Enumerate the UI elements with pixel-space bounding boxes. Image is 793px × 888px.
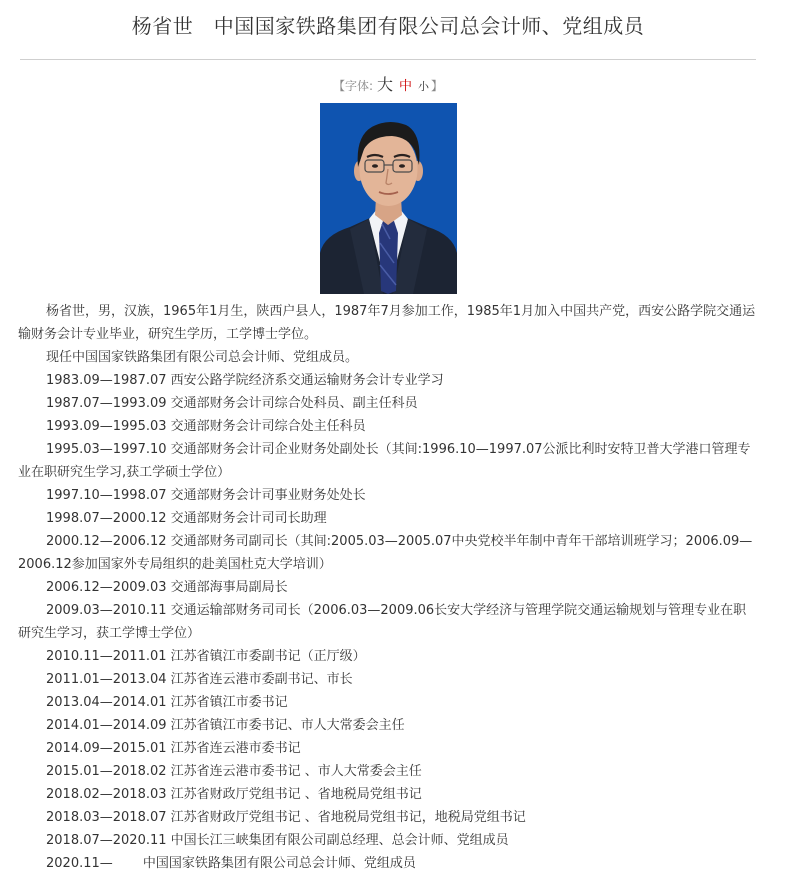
page-title: 杨省世 中国国家铁路集团有限公司总会计师、党组成员: [131, 14, 645, 38]
bio-intro: 杨省世，男，汉族，1965年1月生，陕西户县人，1987年7月参加工作，1985年1月加入中国共产党，西安公路学院交通运输财务会计专业毕业，研究生学历，工学博士学位。: [18, 304, 756, 342]
resume-item: 2018.07—2020.11 中国长江三峡集团有限公司副总经理、总会计师、党组成员: [46, 833, 509, 848]
resume-item: 1998.07—2000.12 交通部财务会计司司长助理: [46, 511, 327, 526]
resume-item: 2006.12—2009.03 交通部海事局副局长: [46, 580, 288, 595]
resume-item: 1983.09—1987.07 西安公路学院经济系交通运输财务会计专业学习: [46, 373, 444, 388]
font-size-switcher: [0, 72, 776, 95]
font-size-label: 【字体:: [332, 79, 373, 93]
resume-item: 2000.12—2006.12 交通部财务司副司长（其间:2005.03—2005.07中央党校半年制中青年干部培训班学习；2006.09—2006.12参加国家外专局组织的赴美国杜克大学培训）: [18, 534, 753, 572]
resume-item: 2014.01—2014.09 江苏省镇江市委书记、市人大常委会主任: [46, 718, 405, 733]
resume-item: 2009.03—2010.11 交通运输部财务司司长（2006.03—2009.06长安大学经济与管理学院交通运输规划与管理专业在职研究生学习，获工学博士学位）: [18, 603, 747, 641]
resume-item: 2015.01—2018.02 江苏省连云港市委书记 、市人大常委会主任: [46, 764, 422, 779]
resume-item: 2010.11—2011.01 江苏省镇江市委副书记（正厅级）: [46, 649, 366, 664]
resume-item: 2014.09—2015.01 江苏省连云港市委书记: [46, 741, 301, 756]
portrait-image: [320, 103, 457, 294]
font-large-button[interactable]: 大: [377, 75, 394, 94]
resume-item: 1987.07—1993.09 交通部财务会计司综合处科员、副主任科员: [46, 396, 418, 411]
biography-content: [18, 300, 758, 875]
resume-item: 2018.03—2018.07 江苏省财政厅党组书记 、省地税局党组书记，地税局党组书记: [46, 810, 526, 825]
resume-item: 1997.10—1998.07 交通部财务会计司事业财务处处长: [46, 488, 366, 503]
resume-item: 2020.11— 中国国家铁路集团有限公司总会计师、党组成员: [46, 856, 416, 871]
font-medium-button[interactable]: 中: [399, 79, 413, 94]
title-divider: [20, 59, 756, 60]
resume-item: 2013.04—2014.01 江苏省镇江市委书记: [46, 695, 288, 710]
resume-item: 1995.03—1997.10 交通部财务会计司企业财务处副处长（其间:1996.10—1997.07公派比利时安特卫普大学港口管理专业在职研究生学习,获工学硕士学位）: [18, 442, 751, 480]
resume-item: 2018.02—2018.03 江苏省财政厅党组书记 、省地税局党组书记: [46, 787, 422, 802]
bio-current-post: 现任中国国家铁路集团有限公司总会计师、党组成员。: [46, 350, 359, 365]
font-small-button[interactable]: 小: [418, 80, 430, 93]
portrait-photo: [320, 103, 457, 294]
resume-item: 1993.09—1995.03 交通部财务会计司综合处主任科员: [46, 419, 366, 434]
font-size-close-bracket: 】: [431, 79, 444, 93]
resume-item: 2011.01—2013.04 江苏省连云港市委副书记、市长: [46, 672, 353, 687]
